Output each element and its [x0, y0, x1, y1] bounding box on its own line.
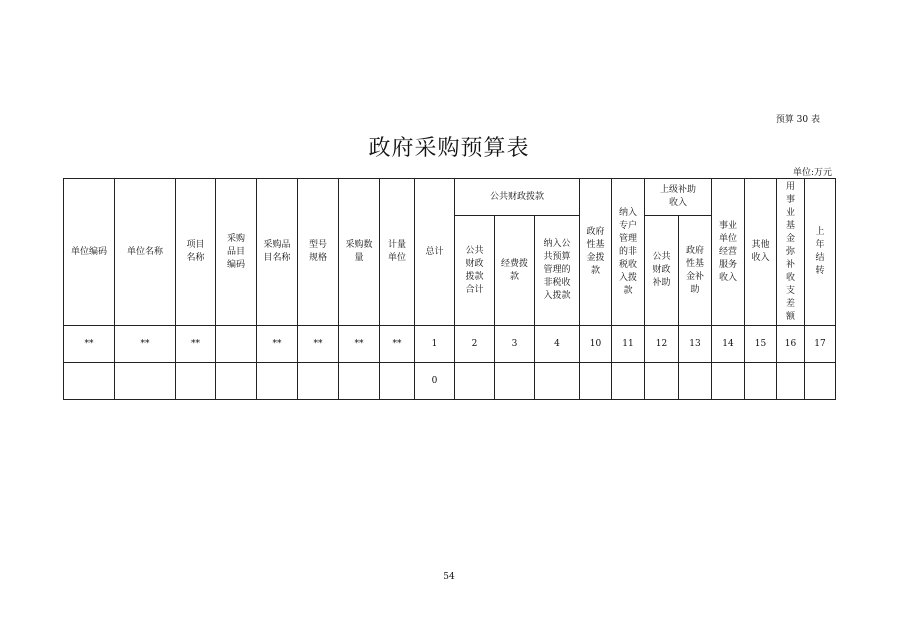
header-public-nontax: 纳入公 共预算 管理的 非税收 入拨款 [535, 216, 580, 326]
table-cell: ** [298, 326, 339, 363]
index-row [64, 326, 836, 363]
table-cell [745, 363, 777, 400]
header-item-code: 采购 品目 编码 [216, 179, 257, 326]
table-cell [580, 363, 612, 400]
header-other-income: 其他 收入 [745, 179, 777, 326]
header-total: 总计 [415, 179, 455, 326]
table-cell [495, 363, 535, 400]
table-cell: 0 [415, 363, 455, 400]
header-project-name: 项目 名称 [176, 179, 216, 326]
table-cell: ** [64, 326, 115, 363]
header-public-fin-subsidy: 公共 财政 补助 [645, 216, 679, 326]
table-cell: 16 [777, 326, 805, 363]
form-number: 预算 30 表 [775, 115, 820, 125]
table-cell [645, 363, 679, 400]
unit-label: 单位:万元 [792, 168, 832, 178]
table-cell [298, 363, 339, 400]
header-expense-allocation: 经费拨 款 [495, 216, 535, 326]
table-cell [712, 363, 745, 400]
page-title: 政府采购预算表 [368, 136, 530, 161]
table-cell: 12 [645, 326, 679, 363]
header-unit-name: 单位名称 [115, 179, 176, 326]
header-model-spec: 型号 规格 [298, 179, 339, 326]
table-cell: 1 [415, 326, 455, 363]
table-cell [257, 363, 298, 400]
table-cell [805, 363, 836, 400]
table-cell: ** [176, 326, 216, 363]
table-cell [679, 363, 712, 400]
table-cell [216, 363, 257, 400]
table-cell [339, 363, 380, 400]
table-cell [216, 326, 257, 363]
header-gov-fund: 政府 性基 金拨 款 [580, 179, 612, 326]
table-cell: 3 [495, 326, 535, 363]
table-cell: 15 [745, 326, 777, 363]
table-cell: 17 [805, 326, 836, 363]
header-special-nontax: 纳入 专户 管理 的非 税收 入拨 款 [612, 179, 645, 326]
table-cell [777, 363, 805, 400]
table-cell: 11 [612, 326, 645, 363]
header-operating-income: 事业 单位 经营 服务 收入 [712, 179, 745, 326]
table-cell [612, 363, 645, 400]
header-unit-code: 单位编码 [64, 179, 115, 326]
table-cell: 10 [580, 326, 612, 363]
table-cell: 2 [455, 326, 495, 363]
table-cell: 13 [679, 326, 712, 363]
header-carryover: 上 年 结 转 [805, 179, 836, 326]
header-public-fund-total: 公共 财政 拨款 合计 [455, 216, 495, 326]
header-public-fund-group: 公共财政拨款 [455, 179, 580, 216]
table-cell [115, 363, 176, 400]
table-cell [455, 363, 495, 400]
page-number: 54 [443, 572, 455, 582]
table-cell: ** [380, 326, 415, 363]
table-cell: 14 [712, 326, 745, 363]
header-superior-subsidy-group: 上级补助 收入 [645, 179, 712, 216]
header-quantity: 采购数 量 [339, 179, 380, 326]
table-cell: ** [115, 326, 176, 363]
header-measure-unit: 计量 单位 [380, 179, 415, 326]
header-reserve-gap: 用 事 业 基 金 弥 补 收 支 差 额 [777, 179, 805, 326]
procurement-budget-table [63, 178, 836, 400]
table-cell [176, 363, 216, 400]
header-item-name: 采购品 目名称 [257, 179, 298, 326]
table-cell [64, 363, 115, 400]
table-cell: ** [257, 326, 298, 363]
data-row [64, 363, 836, 400]
header-gov-fund-subsidy: 政府 性基 金补 助 [679, 216, 712, 326]
table-cell: ** [339, 326, 380, 363]
table-cell [380, 363, 415, 400]
table-cell: 4 [535, 326, 580, 363]
table-cell [535, 363, 580, 400]
